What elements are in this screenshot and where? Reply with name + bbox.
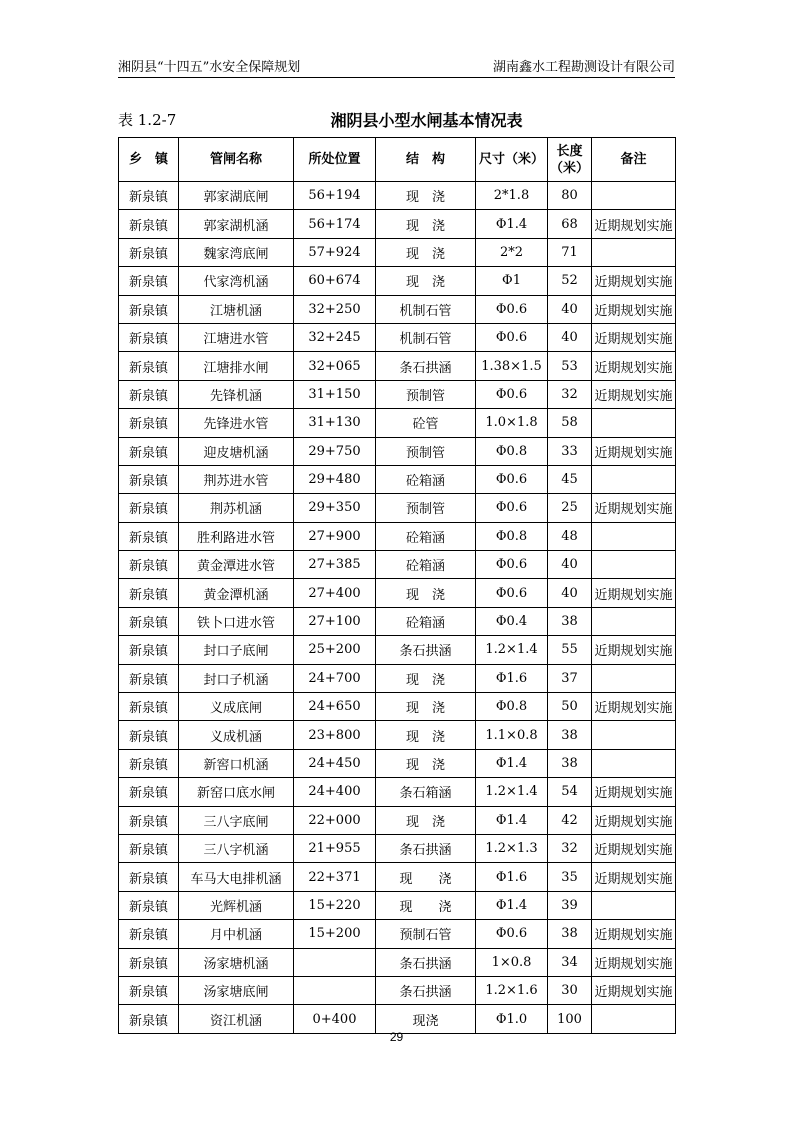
remark-cell: 近期规划实施 xyxy=(592,806,676,834)
township-cell: 新泉镇 xyxy=(119,1005,179,1033)
structure-cell: 现 浇 xyxy=(376,182,476,210)
size-cell: Φ0.6 xyxy=(476,579,548,607)
size-cell: Φ0.6 xyxy=(476,551,548,579)
table-row xyxy=(119,806,676,834)
name-cell: 封口子底闸 xyxy=(179,636,294,664)
location-cell: 31+150 xyxy=(294,380,376,408)
location-cell: 29+480 xyxy=(294,465,376,493)
table-row xyxy=(119,607,676,635)
remark-cell xyxy=(592,721,676,749)
remark-cell: 近期规划实施 xyxy=(592,494,676,522)
structure-cell: 预制管 xyxy=(376,380,476,408)
length-cell: 50 xyxy=(548,693,592,721)
structure-cell: 现 浇 xyxy=(376,863,476,891)
table-row xyxy=(119,976,676,1004)
table-row xyxy=(119,551,676,579)
location-cell: 23+800 xyxy=(294,721,376,749)
structure-cell: 条石拱涵 xyxy=(376,636,476,664)
location-cell: 24+650 xyxy=(294,693,376,721)
length-cell: 71 xyxy=(548,238,592,266)
location-cell xyxy=(294,976,376,1004)
township-cell: 新泉镇 xyxy=(119,636,179,664)
table-row xyxy=(119,1005,676,1033)
header-cell-remark: 备注 xyxy=(592,138,676,182)
location-cell: 27+100 xyxy=(294,607,376,635)
table-row xyxy=(119,778,676,806)
township-cell: 新泉镇 xyxy=(119,664,179,692)
length-cell: 53 xyxy=(548,352,592,380)
township-cell: 新泉镇 xyxy=(119,409,179,437)
name-cell: 车马大电排机涵 xyxy=(179,863,294,891)
size-cell: 1.2×1.4 xyxy=(476,778,548,806)
structure-cell: 现 浇 xyxy=(376,664,476,692)
length-cell: 32 xyxy=(548,834,592,862)
length-cell: 33 xyxy=(548,437,592,465)
structure-cell: 现 浇 xyxy=(376,267,476,295)
township-cell: 新泉镇 xyxy=(119,607,179,635)
location-cell: 32+250 xyxy=(294,295,376,323)
table-row xyxy=(119,636,676,664)
location-cell: 24+700 xyxy=(294,664,376,692)
length-cell: 40 xyxy=(548,295,592,323)
name-cell: 黄金潭机涵 xyxy=(179,579,294,607)
size-cell: Φ1.4 xyxy=(476,210,548,238)
length-cell: 34 xyxy=(548,948,592,976)
size-cell: 1.38×1.5 xyxy=(476,352,548,380)
structure-cell: 机制石管 xyxy=(376,323,476,351)
township-cell: 新泉镇 xyxy=(119,465,179,493)
location-cell: 15+220 xyxy=(294,891,376,919)
township-cell: 新泉镇 xyxy=(119,891,179,919)
location-cell: 0+400 xyxy=(294,1005,376,1033)
table-title: 湘阴县小型水闸基本情况表 xyxy=(330,110,523,130)
remark-cell xyxy=(592,409,676,437)
table-row xyxy=(119,920,676,948)
structure-cell: 砼管 xyxy=(376,409,476,437)
location-cell: 29+750 xyxy=(294,437,376,465)
location-cell: 15+200 xyxy=(294,920,376,948)
location-cell: 24+400 xyxy=(294,778,376,806)
length-cell: 40 xyxy=(548,323,592,351)
table-body xyxy=(119,182,676,1034)
remark-cell xyxy=(592,551,676,579)
township-cell: 新泉镇 xyxy=(119,494,179,522)
township-cell: 新泉镇 xyxy=(119,437,179,465)
size-cell: 1.2×1.4 xyxy=(476,636,548,664)
location-cell: 56+194 xyxy=(294,182,376,210)
location-cell: 32+245 xyxy=(294,323,376,351)
table-row xyxy=(119,437,676,465)
page-header xyxy=(118,54,675,78)
township-cell: 新泉镇 xyxy=(119,749,179,777)
remark-cell: 近期规划实施 xyxy=(592,636,676,664)
remark-cell xyxy=(592,749,676,777)
township-cell: 新泉镇 xyxy=(119,806,179,834)
header-cell-size: 尺寸（米） xyxy=(476,138,548,182)
length-cell: 38 xyxy=(548,920,592,948)
structure-cell: 条石拱涵 xyxy=(376,976,476,1004)
table-row xyxy=(119,380,676,408)
table-row xyxy=(119,267,676,295)
township-cell: 新泉镇 xyxy=(119,238,179,266)
size-cell: Φ1.4 xyxy=(476,891,548,919)
remark-cell: 近期规划实施 xyxy=(592,948,676,976)
remark-cell: 近期规划实施 xyxy=(592,693,676,721)
name-cell: 迎皮塘机涵 xyxy=(179,437,294,465)
remark-cell xyxy=(592,1005,676,1033)
name-cell: 铁卜口进水管 xyxy=(179,607,294,635)
name-cell: 江塘进水管 xyxy=(179,323,294,351)
table-row xyxy=(119,834,676,862)
size-cell: Φ0.6 xyxy=(476,323,548,351)
township-cell: 新泉镇 xyxy=(119,295,179,323)
remark-cell xyxy=(592,182,676,210)
length-cell: 40 xyxy=(548,579,592,607)
structure-cell: 现 浇 xyxy=(376,238,476,266)
length-cell: 38 xyxy=(548,721,592,749)
remark-cell: 近期规划实施 xyxy=(592,834,676,862)
structure-cell: 现 浇 xyxy=(376,749,476,777)
table-row xyxy=(119,891,676,919)
size-cell: 1.2×1.3 xyxy=(476,834,548,862)
header-cell-location: 所处位置 xyxy=(294,138,376,182)
length-cell: 45 xyxy=(548,465,592,493)
name-cell: 光辉机涵 xyxy=(179,891,294,919)
sluice-table xyxy=(118,137,676,1034)
size-cell: 1.2×1.6 xyxy=(476,976,548,1004)
structure-cell: 砼箱涵 xyxy=(376,551,476,579)
remark-cell: 近期规划实施 xyxy=(592,380,676,408)
length-cell: 39 xyxy=(548,891,592,919)
location-cell: 27+385 xyxy=(294,551,376,579)
remark-cell xyxy=(592,607,676,635)
location-cell: 25+200 xyxy=(294,636,376,664)
name-cell: 义成底闸 xyxy=(179,693,294,721)
name-cell: 江塘排水闸 xyxy=(179,352,294,380)
length-cell: 68 xyxy=(548,210,592,238)
size-cell: Φ0.6 xyxy=(476,465,548,493)
remark-cell: 近期规划实施 xyxy=(592,267,676,295)
remark-cell: 近期规划实施 xyxy=(592,920,676,948)
remark-cell: 近期规划实施 xyxy=(592,778,676,806)
name-cell: 新窑口底水闸 xyxy=(179,778,294,806)
remark-cell: 近期规划实施 xyxy=(592,210,676,238)
name-cell: 郭家湖底闸 xyxy=(179,182,294,210)
table-header-row xyxy=(119,138,676,182)
length-cell: 32 xyxy=(548,380,592,408)
table-row xyxy=(119,295,676,323)
location-cell: 32+065 xyxy=(294,352,376,380)
size-cell: Φ1 xyxy=(476,267,548,295)
township-cell: 新泉镇 xyxy=(119,352,179,380)
structure-cell: 条石拱涵 xyxy=(376,948,476,976)
length-cell: 38 xyxy=(548,749,592,777)
structure-cell: 砼箱涵 xyxy=(376,465,476,493)
table-row xyxy=(119,693,676,721)
remark-cell xyxy=(592,238,676,266)
table-row xyxy=(119,238,676,266)
structure-cell: 现 浇 xyxy=(376,579,476,607)
name-cell: 月中机涵 xyxy=(179,920,294,948)
length-cell: 40 xyxy=(548,551,592,579)
name-cell: 汤家塘机涵 xyxy=(179,948,294,976)
length-cell: 30 xyxy=(548,976,592,1004)
township-cell: 新泉镇 xyxy=(119,522,179,550)
location-cell: 29+350 xyxy=(294,494,376,522)
township-cell: 新泉镇 xyxy=(119,579,179,607)
name-cell: 黄金潭进水管 xyxy=(179,551,294,579)
township-cell: 新泉镇 xyxy=(119,976,179,1004)
township-cell: 新泉镇 xyxy=(119,920,179,948)
structure-cell: 机制石管 xyxy=(376,295,476,323)
name-cell: 三八字底闸 xyxy=(179,806,294,834)
remark-cell xyxy=(592,891,676,919)
location-cell: 22+000 xyxy=(294,806,376,834)
structure-cell: 砼箱涵 xyxy=(376,607,476,635)
header-cell-name: 管闸名称 xyxy=(179,138,294,182)
name-cell: 先锋进水管 xyxy=(179,409,294,437)
header-cell-township: 乡 镇 xyxy=(119,138,179,182)
table-row xyxy=(119,465,676,493)
table-row xyxy=(119,182,676,210)
location-cell: 27+400 xyxy=(294,579,376,607)
table-row xyxy=(119,721,676,749)
remark-cell: 近期规划实施 xyxy=(592,295,676,323)
table-row xyxy=(119,323,676,351)
name-cell: 荆苏进水管 xyxy=(179,465,294,493)
structure-cell: 现 浇 xyxy=(376,721,476,749)
structure-cell: 砼箱涵 xyxy=(376,522,476,550)
township-cell: 新泉镇 xyxy=(119,210,179,238)
remark-cell xyxy=(592,522,676,550)
location-cell: 27+900 xyxy=(294,522,376,550)
size-cell: Φ1.0 xyxy=(476,1005,548,1033)
size-cell: 1×0.8 xyxy=(476,948,548,976)
size-cell: Φ1.6 xyxy=(476,664,548,692)
length-cell: 35 xyxy=(548,863,592,891)
name-cell: 三八字机涵 xyxy=(179,834,294,862)
table-row xyxy=(119,948,676,976)
location-cell: 60+674 xyxy=(294,267,376,295)
remark-cell: 近期规划实施 xyxy=(592,976,676,1004)
header-right-company: 湖南鑫水工程勘测设计有限公司 xyxy=(492,60,675,75)
table-row xyxy=(119,494,676,522)
name-cell: 新窖口机涵 xyxy=(179,749,294,777)
length-cell: 80 xyxy=(548,182,592,210)
size-cell: Φ0.8 xyxy=(476,693,548,721)
remark-cell: 近期规划实施 xyxy=(592,352,676,380)
table-caption xyxy=(118,106,675,132)
size-cell: Φ0.6 xyxy=(476,494,548,522)
remark-cell: 近期规划实施 xyxy=(592,437,676,465)
size-cell: Φ0.6 xyxy=(476,295,548,323)
township-cell: 新泉镇 xyxy=(119,948,179,976)
size-cell: Φ0.6 xyxy=(476,920,548,948)
table-row xyxy=(119,579,676,607)
location-cell: 21+955 xyxy=(294,834,376,862)
name-cell: 封口子机涵 xyxy=(179,664,294,692)
name-cell: 义成机涵 xyxy=(179,721,294,749)
size-cell: 1.0×1.8 xyxy=(476,409,548,437)
structure-cell: 现 浇 xyxy=(376,210,476,238)
header-length-text: 长度 （米） xyxy=(549,143,589,176)
structure-cell: 现浇 xyxy=(376,1005,476,1033)
size-cell: Φ1.4 xyxy=(476,749,548,777)
name-cell: 胜利路进水管 xyxy=(179,522,294,550)
name-cell: 先锋机涵 xyxy=(179,380,294,408)
table-row xyxy=(119,409,676,437)
township-cell: 新泉镇 xyxy=(119,551,179,579)
header-cell-structure: 结 构 xyxy=(376,138,476,182)
table-row xyxy=(119,210,676,238)
length-cell: 52 xyxy=(548,267,592,295)
location-cell xyxy=(294,948,376,976)
structure-cell: 预制管 xyxy=(376,494,476,522)
size-cell: Φ0.8 xyxy=(476,437,548,465)
table-id: 表 1.2-7 xyxy=(118,110,177,129)
length-cell: 55 xyxy=(548,636,592,664)
township-cell: 新泉镇 xyxy=(119,834,179,862)
size-cell: Φ1.4 xyxy=(476,806,548,834)
township-cell: 新泉镇 xyxy=(119,863,179,891)
page-number: 29 xyxy=(389,1030,404,1044)
structure-cell: 现 浇 xyxy=(376,891,476,919)
location-cell: 31+130 xyxy=(294,409,376,437)
size-cell: 2*1.8 xyxy=(476,182,548,210)
name-cell: 汤家塘底闸 xyxy=(179,976,294,1004)
township-cell: 新泉镇 xyxy=(119,267,179,295)
remark-cell xyxy=(592,664,676,692)
remark-cell: 近期规划实施 xyxy=(592,323,676,351)
structure-cell: 现 浇 xyxy=(376,806,476,834)
remark-cell: 近期规划实施 xyxy=(592,863,676,891)
table-row xyxy=(119,352,676,380)
length-cell: 58 xyxy=(548,409,592,437)
structure-cell: 条石拱涵 xyxy=(376,834,476,862)
length-cell: 42 xyxy=(548,806,592,834)
name-cell: 江塘机涵 xyxy=(179,295,294,323)
location-cell: 56+174 xyxy=(294,210,376,238)
size-cell: 1.1×0.8 xyxy=(476,721,548,749)
structure-cell: 预制管 xyxy=(376,437,476,465)
township-cell: 新泉镇 xyxy=(119,182,179,210)
size-cell: Φ0.4 xyxy=(476,607,548,635)
size-cell: Φ1.6 xyxy=(476,863,548,891)
township-cell: 新泉镇 xyxy=(119,693,179,721)
table-row xyxy=(119,522,676,550)
location-cell: 24+450 xyxy=(294,749,376,777)
township-cell: 新泉镇 xyxy=(119,778,179,806)
name-cell: 郭家湖机涵 xyxy=(179,210,294,238)
name-cell: 荆苏机涵 xyxy=(179,494,294,522)
table-row xyxy=(119,749,676,777)
name-cell: 代家湾机涵 xyxy=(179,267,294,295)
size-cell: Φ0.6 xyxy=(476,380,548,408)
remark-cell xyxy=(592,465,676,493)
table-row xyxy=(119,664,676,692)
length-cell: 54 xyxy=(548,778,592,806)
length-cell: 37 xyxy=(548,664,592,692)
length-cell: 38 xyxy=(548,607,592,635)
township-cell: 新泉镇 xyxy=(119,721,179,749)
structure-cell: 条石拱涵 xyxy=(376,352,476,380)
location-cell: 57+924 xyxy=(294,238,376,266)
structure-cell: 预制石管 xyxy=(376,920,476,948)
length-cell: 25 xyxy=(548,494,592,522)
size-cell: 2*2 xyxy=(476,238,548,266)
structure-cell: 条石箱涵 xyxy=(376,778,476,806)
name-cell: 魏家湾底闸 xyxy=(179,238,294,266)
header-cell-length xyxy=(548,138,592,182)
table-row xyxy=(119,863,676,891)
township-cell: 新泉镇 xyxy=(119,323,179,351)
structure-cell: 现 浇 xyxy=(376,693,476,721)
remark-cell: 近期规划实施 xyxy=(592,579,676,607)
location-cell: 22+371 xyxy=(294,863,376,891)
header-left-title: 湘阴县“十四五”水安全保障规划 xyxy=(118,60,301,75)
name-cell: 资江机涵 xyxy=(179,1005,294,1033)
township-cell: 新泉镇 xyxy=(119,380,179,408)
size-cell: Φ0.8 xyxy=(476,522,548,550)
length-cell: 100 xyxy=(548,1005,592,1033)
length-cell: 48 xyxy=(548,522,592,550)
